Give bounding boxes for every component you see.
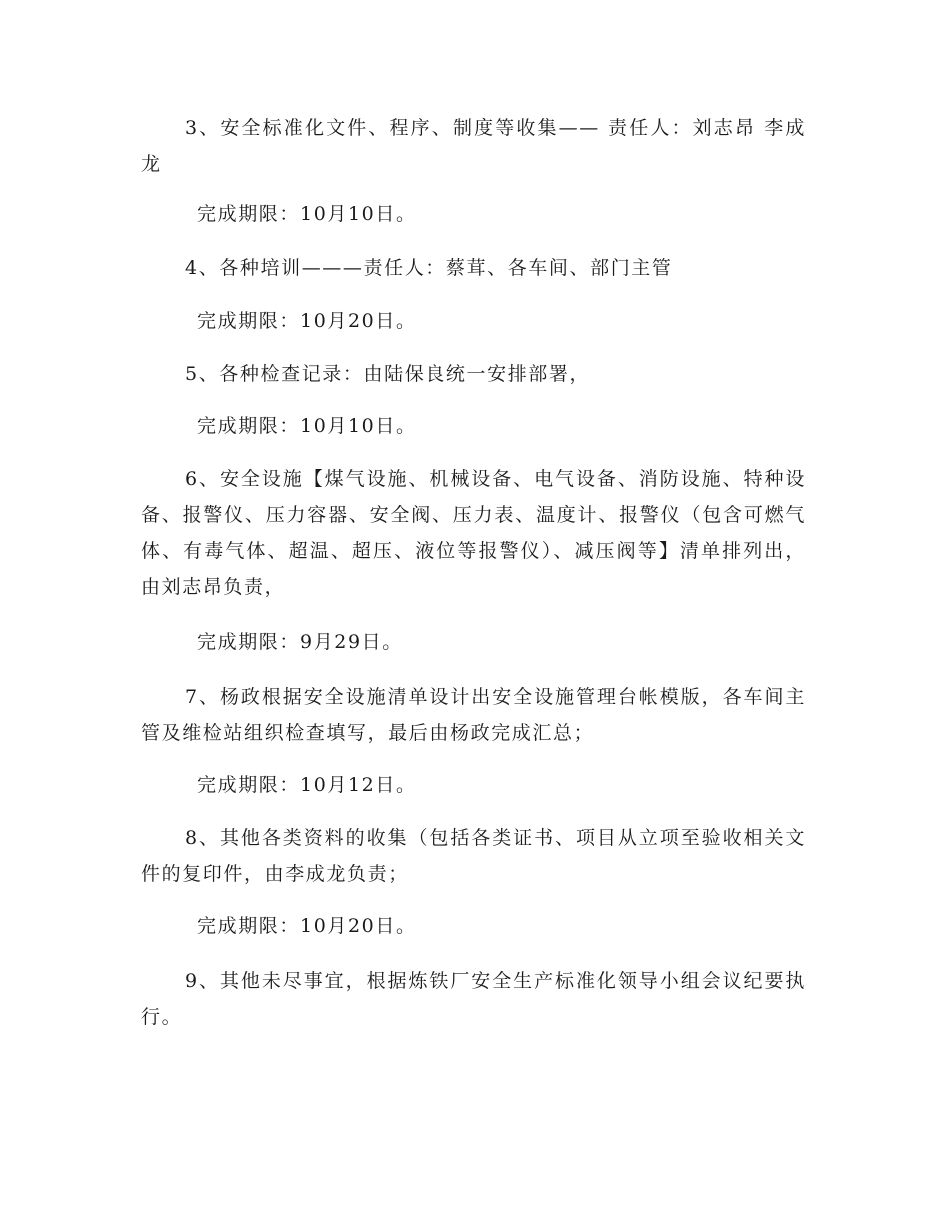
item-7-deadline: 完成期限：10月12日。 (197, 774, 417, 796)
item-6-deadline: 完成期限：9月29日。 (197, 631, 403, 653)
item-6-text: 6、安全设施【煤气设施、机械设备、电气设备、消防设施、特种设备、报警仪、压力容器、安全阀、压力表、温度计、报警仪（包含可燃气体、有毒气体、超温、超压、液位等报警仪）、减压阀等】清单排列出，由刘志昂负责， (141, 468, 806, 598)
item-3-deadline: 完成期限：10月10日。 (197, 203, 417, 225)
item-4-deadline: 完成期限：10月20日。 (197, 310, 417, 332)
item-8-deadline: 完成期限：10月20日。 (197, 915, 417, 937)
item-3-text: 3、安全标准化文件、程序、制度等收集—— 责任人：刘志昂 李成龙 (141, 117, 806, 175)
item-5-text: 5、各种检查记录：由陆保良统一安排部署， (185, 363, 591, 385)
item-4-text: 4、各种培训———责任人：蔡茸、各车间、部门主管 (185, 257, 673, 279)
item-9-text: 9、其他未尽事宜，根据炼铁厂安全生产标准化领导小组会议纪要执行。 (141, 970, 806, 1028)
item-8-text: 8、其他各类资料的收集（包括各类证书、项目从立项至验收相关文件的复印件，由李成龙负责； (141, 827, 806, 885)
item-5-deadline: 完成期限：10月10日。 (197, 415, 417, 437)
item-7-text: 7、杨政根据安全设施清单设计出安全设施管理台帐模版，各车间主管及维检站组织检查填写，最后由杨政完成汇总； (141, 686, 806, 744)
